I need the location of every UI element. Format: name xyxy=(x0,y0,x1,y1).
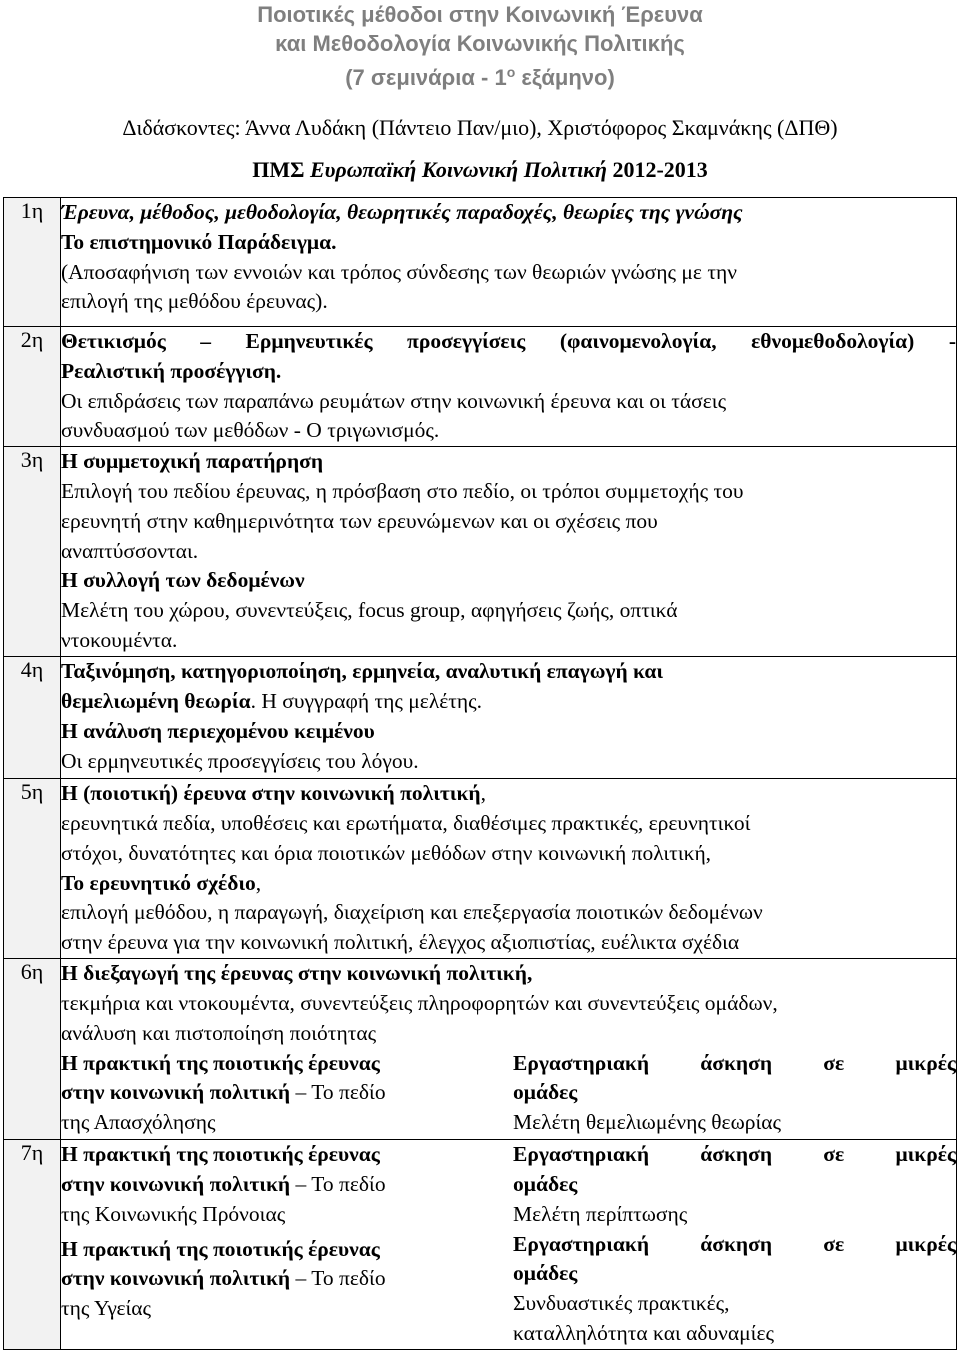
week-4-topic-line-2 xyxy=(61,687,956,717)
week-5-heading-research-comma: , xyxy=(480,781,486,806)
instructors-line: Διδάσκοντες: Άννα Λυδάκη (Πάντειο Παν/μιο), Χριστόφορος Σκαμνάκης (ΔΠΘ) xyxy=(122,115,838,140)
week-3-text-line-2: ερευνητή στην καθημερινότητα των ερευνώμενων και οι σχέσεις που xyxy=(61,508,658,533)
workshop-2-line-3: Μελέτη περίπτωσης xyxy=(513,1201,688,1226)
practice-welfare-line-2 xyxy=(61,1170,513,1200)
document-title-line-2: και Μεθοδολογία Κοινωνικής Πολιτικής xyxy=(275,31,685,56)
week-5-text-line-3: επιλογή μεθόδου, η παραγωγή, διαχείριση και επεξεργασία ποιοτικών δεδομένων xyxy=(61,900,763,925)
week-1-topic: Έρευνα, μέθοδος, μεθοδολογία, θεωρητικές παραδοχές, θεωρίες της γνώσης xyxy=(61,200,743,224)
week-5-content xyxy=(61,779,957,959)
practice-welfare-line-1: Η πρακτική της ποιοτικής έρευνας xyxy=(61,1142,380,1167)
document-title-line-1: Ποιοτικές μέθοδοι στην Κοινωνική Έρευνα xyxy=(257,2,703,27)
practice-welfare-field: – Το πεδίο xyxy=(290,1171,386,1196)
week-4-topic-line-1: Ταξινόμηση, κατηγοριοποίηση, ερμηνεία, αναλυτική επαγωγή και xyxy=(61,659,664,684)
week-5-text-line-2: στόχοι, δυνατότητες και όρια ποιοτικών μεθόδων στην κοινωνική πολιτική, xyxy=(61,840,712,865)
program-line xyxy=(0,155,960,185)
practice-welfare-line-3: της Κοινωνικής Πρόνοιας xyxy=(61,1201,286,1226)
week-3-row xyxy=(4,447,957,657)
document-title-line-3 xyxy=(0,58,960,92)
week-7-content xyxy=(61,1140,957,1350)
week-5-text-line-4: στην έρευνα για την κοινωνική πολιτική, έλεγχος αξιοπιστίας, ευέλικτα σχέδια xyxy=(61,930,740,955)
title-line-3-end: εξάμηνο) xyxy=(515,65,615,90)
week-7-label: 7η xyxy=(4,1140,61,1350)
program-prefix: ΠΜΣ xyxy=(252,157,310,182)
title-line-3-superscript: ο xyxy=(506,64,516,80)
week-7-row xyxy=(4,1140,957,1350)
week-5-heading-design-bold: Το ερευνητικό σχέδιο xyxy=(61,870,256,895)
week-7-workshop-3 xyxy=(513,1230,956,1349)
week-4-grounded-theory: θεμελιωμένη θεωρία xyxy=(61,688,251,713)
practice-health xyxy=(61,1230,513,1349)
week-2-topic-line-1: Θετικισμός – Ερμηνευτικές προσεγγίσεις (φαινομενολογία, εθνομεθοδολογία) - xyxy=(61,329,956,353)
week-2-description-line-1: Οι επιδράσεις των παραπάνω ρευμάτων στην κοινωνική έρευνα και οι τάσεις xyxy=(61,388,727,413)
week-6-content xyxy=(61,959,957,1140)
week-3-text-line-1: Επιλογή του πεδίου έρευνας, η πρόσβαση στο πεδίο, οι τρόποι συμμετοχής του xyxy=(61,478,744,503)
week-4-text-line: Οι ερμηνευτικές προσεγγίσεις του λόγου. xyxy=(61,748,419,773)
week-1-label: 1η xyxy=(4,198,61,327)
practice-health-line-3: της Υγείας xyxy=(61,1296,152,1321)
week-4-writing: . Η συγγραφή της μελέτης. xyxy=(250,688,483,713)
workshop-3-line-1: Εργαστηριακή άσκηση σε μικρές xyxy=(513,1231,956,1256)
practice-health-line-1: Η πρακτική της ποιοτικής έρευνας xyxy=(61,1236,380,1261)
week-3-text-line-4: Μελέτη του χώρου, συνεντεύξεις, focus group, αφηγήσεις ζωής, οπτικά xyxy=(61,598,678,623)
schedule-table xyxy=(3,197,957,1350)
week-1-content xyxy=(61,198,957,327)
week-2-row xyxy=(4,327,957,447)
week-5-text-line-1: ερευνητικά πεδία, υποθέσεις και ερωτήματα, διαθέσιμες πρακτικές, ερευνητικοί xyxy=(61,810,751,835)
workshop-1-line-3: Μελέτη θεμελιωμένης θεωρίας xyxy=(513,1110,782,1135)
practice-health-social-policy: στην κοινωνική πολιτική xyxy=(61,1266,291,1291)
practice-health-line-2 xyxy=(61,1264,513,1294)
week-1-description-line-1: (Αποσαφήνιση των εννοιών και τρόπος σύνδεσης των θεωριών γνώσης με την xyxy=(61,259,737,284)
week-3-content xyxy=(61,447,957,657)
workshop-2-line-2: ομάδες xyxy=(513,1171,578,1196)
week-5-heading-research xyxy=(61,779,956,809)
practice-health-field: – Το πεδίο xyxy=(290,1266,386,1291)
week-6-workshop-1 xyxy=(513,1049,956,1138)
week-2-description-line-2: συνδυασμού των μεθόδων - Ο τριγωνισμός. xyxy=(61,418,440,443)
week-7-practice-health xyxy=(61,1230,956,1349)
week-6-label: 6η xyxy=(4,959,61,1140)
week-4-content xyxy=(61,657,957,779)
week-3-text-line-3: αναπτύσσονται. xyxy=(61,538,199,563)
title-line-3-start: (7 σεμινάρια - 1 xyxy=(345,65,507,90)
workshop-3-line-2: ομάδες xyxy=(513,1261,578,1286)
week-1-paradigm: Το επιστημονικό Παράδειγμα. xyxy=(61,229,337,254)
program-name: Ευρωπαϊκή Κοινωνική Πολιτική xyxy=(309,157,607,182)
week-2-label: 2η xyxy=(4,327,61,447)
week-6-text-line-1: τεκμήρια και ντοκουμέντα, συνεντεύξεις πληροφορητών και συνεντεύξεις ομάδων, xyxy=(61,990,778,1015)
workshop-1-line-1: Εργαστηριακή άσκηση σε μικρές xyxy=(513,1050,956,1075)
week-7-workshop-2 xyxy=(513,1140,956,1229)
practice-employment-line-1: Η πρακτική της ποιοτικής έρευνας xyxy=(61,1050,380,1075)
week-4-label: 4η xyxy=(4,657,61,779)
week-2-content xyxy=(61,327,957,447)
week-2-topic-line-2: Ρεαλιστική προσέγγιση. xyxy=(61,358,282,383)
week-7-practice-welfare xyxy=(61,1140,956,1229)
week-5-label: 5η xyxy=(4,779,61,959)
week-5-row xyxy=(4,779,957,959)
week-3-heading-data-collection: Η συλλογή των δεδομένων xyxy=(61,568,305,593)
week-6-practice-block xyxy=(61,1049,956,1138)
week-3-text-line-5: ντοκουμέντα. xyxy=(61,627,178,652)
practice-employment-line-3: της Απασχόλησης xyxy=(61,1110,216,1135)
week-3-label: 3η xyxy=(4,447,61,657)
week-6-heading: Η διεξαγωγή της έρευνας στην κοινωνική πολιτική, xyxy=(61,961,533,986)
week-6-text-line-2: ανάλυση και πιστοποίηση ποιότητας xyxy=(61,1020,377,1045)
practice-welfare xyxy=(61,1140,513,1229)
workshop-3-line-3: Συνδυαστικές πρακτικές, xyxy=(513,1291,730,1316)
week-6-practice-employment xyxy=(61,1049,513,1138)
week-3-heading-observation: Η συμμετοχική παρατήρηση xyxy=(61,449,324,474)
week-4-heading-content-analysis: Η ανάλυση περιεχομένου κειμένου xyxy=(61,718,375,743)
week-5-heading-research-bold: Η (ποιοτική) έρευνα στην κοινωνική πολιτική xyxy=(61,781,481,806)
week-1-row xyxy=(4,198,957,327)
practice-employment-social-policy: στην κοινωνική πολιτική xyxy=(61,1080,291,1105)
week-4-row xyxy=(4,657,957,779)
workshop-2-line-1: Εργαστηριακή άσκηση σε μικρές xyxy=(513,1142,956,1167)
practice-welfare-social-policy: στην κοινωνική πολιτική xyxy=(61,1171,291,1196)
week-1-description-line-2: επιλογή της μεθόδου έρευνας). xyxy=(61,289,328,314)
workshop-3-line-4: καταλληλότητα και αδυναμίες xyxy=(513,1320,775,1345)
week-6-row xyxy=(4,959,957,1140)
workshop-1-line-2: ομάδες xyxy=(513,1080,578,1105)
week-5-heading-design-comma: , xyxy=(255,870,262,895)
week-5-heading-design xyxy=(61,869,956,899)
practice-employment-field: – Το πεδίο xyxy=(290,1080,386,1105)
program-year: 2012-2013 xyxy=(606,157,708,182)
practice-employment-line-2 xyxy=(61,1078,513,1108)
